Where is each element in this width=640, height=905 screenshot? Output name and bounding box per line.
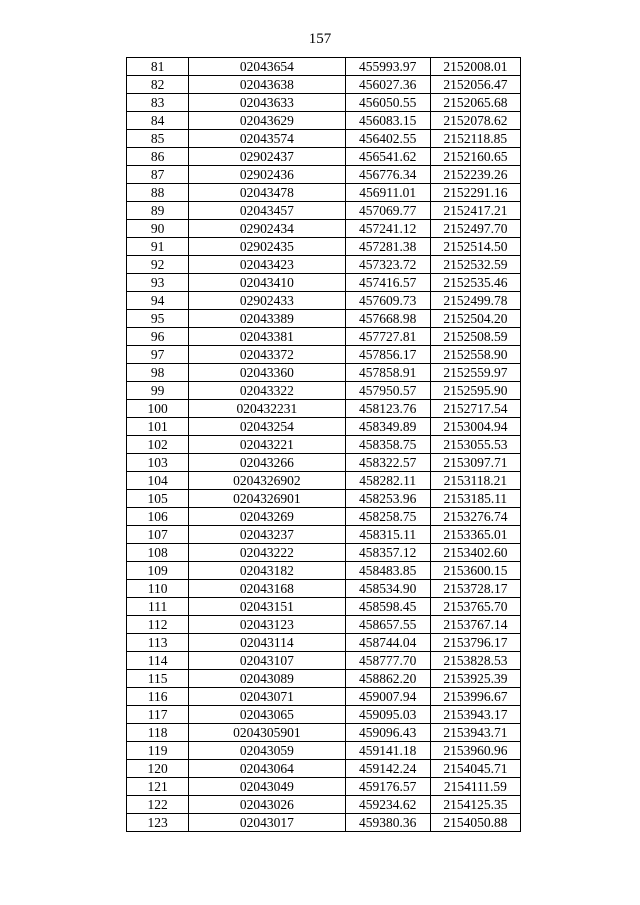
x-coordinate-cell: 456402.55 <box>345 130 430 148</box>
table-row <box>127 472 521 490</box>
x-coordinate-cell: 456083.15 <box>345 112 430 130</box>
point-id-cell: 02043222 <box>189 544 345 562</box>
point-id-cell: 02043478 <box>189 184 345 202</box>
table-row <box>127 130 521 148</box>
y-coordinate-cell: 2152239.26 <box>430 166 520 184</box>
table-row <box>127 76 521 94</box>
table-row <box>127 562 521 580</box>
x-coordinate-cell: 459142.24 <box>345 760 430 778</box>
row-number-cell: 112 <box>127 616 189 634</box>
row-number-cell: 83 <box>127 94 189 112</box>
row-number-cell: 113 <box>127 634 189 652</box>
row-number-cell: 96 <box>127 328 189 346</box>
table-row <box>127 112 521 130</box>
table-row <box>127 166 521 184</box>
y-coordinate-cell: 2152078.62 <box>430 112 520 130</box>
y-coordinate-cell: 2153365.01 <box>430 526 520 544</box>
table-row <box>127 292 521 310</box>
row-number-cell: 100 <box>127 400 189 418</box>
point-id-cell: 02043071 <box>189 688 345 706</box>
row-number-cell: 95 <box>127 310 189 328</box>
x-coordinate-cell: 458315.11 <box>345 526 430 544</box>
point-id-cell: 0204326901 <box>189 490 345 508</box>
table-row <box>127 418 521 436</box>
row-number-cell: 104 <box>127 472 189 490</box>
y-coordinate-cell: 2152499.78 <box>430 292 520 310</box>
point-id-cell: 02043237 <box>189 526 345 544</box>
table-row <box>127 724 521 742</box>
point-id-cell: 02043389 <box>189 310 345 328</box>
point-id-cell: 02043322 <box>189 382 345 400</box>
point-id-cell: 0204326902 <box>189 472 345 490</box>
point-id-cell: 02043114 <box>189 634 345 652</box>
table-row <box>127 526 521 544</box>
y-coordinate-cell: 2153402.60 <box>430 544 520 562</box>
table-row <box>127 670 521 688</box>
table-row <box>127 814 521 832</box>
x-coordinate-cell: 457416.57 <box>345 274 430 292</box>
table-row <box>127 238 521 256</box>
point-id-cell: 02043065 <box>189 706 345 724</box>
table-row <box>127 58 521 76</box>
y-coordinate-cell: 2152514.50 <box>430 238 520 256</box>
x-coordinate-cell: 456541.62 <box>345 148 430 166</box>
table-row <box>127 598 521 616</box>
x-coordinate-cell: 457727.81 <box>345 328 430 346</box>
y-coordinate-cell: 2153943.71 <box>430 724 520 742</box>
y-coordinate-cell: 2152559.97 <box>430 364 520 382</box>
point-id-cell: 02902433 <box>189 292 345 310</box>
y-coordinate-cell: 2152532.59 <box>430 256 520 274</box>
row-number-cell: 84 <box>127 112 189 130</box>
y-coordinate-cell: 2154045.71 <box>430 760 520 778</box>
point-id-cell: 02043269 <box>189 508 345 526</box>
y-coordinate-cell: 2153004.94 <box>430 418 520 436</box>
row-number-cell: 103 <box>127 454 189 472</box>
point-id-cell: 02043266 <box>189 454 345 472</box>
y-coordinate-cell: 2153097.71 <box>430 454 520 472</box>
point-id-cell: 02043372 <box>189 346 345 364</box>
x-coordinate-cell: 455993.97 <box>345 58 430 76</box>
table-row <box>127 220 521 238</box>
x-coordinate-cell: 456776.34 <box>345 166 430 184</box>
x-coordinate-cell: 456050.55 <box>345 94 430 112</box>
point-id-cell: 02902437 <box>189 148 345 166</box>
y-coordinate-cell: 2153055.53 <box>430 436 520 454</box>
y-coordinate-cell: 2153960.96 <box>430 742 520 760</box>
point-id-cell: 02043049 <box>189 778 345 796</box>
x-coordinate-cell: 458322.57 <box>345 454 430 472</box>
row-number-cell: 92 <box>127 256 189 274</box>
table-row <box>127 148 521 166</box>
row-number-cell: 85 <box>127 130 189 148</box>
row-number-cell: 122 <box>127 796 189 814</box>
point-id-cell: 02043381 <box>189 328 345 346</box>
x-coordinate-cell: 459234.62 <box>345 796 430 814</box>
point-id-cell: 02043017 <box>189 814 345 832</box>
y-coordinate-cell: 2154125.35 <box>430 796 520 814</box>
table-row <box>127 742 521 760</box>
row-number-cell: 81 <box>127 58 189 76</box>
point-id-cell: 02043107 <box>189 652 345 670</box>
table-row <box>127 634 521 652</box>
point-id-cell: 02043410 <box>189 274 345 292</box>
x-coordinate-cell: 457856.17 <box>345 346 430 364</box>
y-coordinate-cell: 2152118.85 <box>430 130 520 148</box>
x-coordinate-cell: 457241.12 <box>345 220 430 238</box>
x-coordinate-cell: 456911.01 <box>345 184 430 202</box>
x-coordinate-cell: 458534.90 <box>345 580 430 598</box>
page-number: 157 <box>308 31 332 47</box>
y-coordinate-cell: 2152065.68 <box>430 94 520 112</box>
y-coordinate-cell: 2153765.70 <box>430 598 520 616</box>
row-number-cell: 97 <box>127 346 189 364</box>
row-number-cell: 94 <box>127 292 189 310</box>
x-coordinate-cell: 458598.45 <box>345 598 430 616</box>
x-coordinate-cell: 458358.75 <box>345 436 430 454</box>
table-row <box>127 184 521 202</box>
point-id-cell: 02043574 <box>189 130 345 148</box>
row-number-cell: 123 <box>127 814 189 832</box>
row-number-cell: 91 <box>127 238 189 256</box>
x-coordinate-cell: 458657.55 <box>345 616 430 634</box>
point-id-cell: 02043168 <box>189 580 345 598</box>
table-row <box>127 436 521 454</box>
row-number-cell: 119 <box>127 742 189 760</box>
row-number-cell: 99 <box>127 382 189 400</box>
x-coordinate-cell: 458777.70 <box>345 652 430 670</box>
row-number-cell: 108 <box>127 544 189 562</box>
point-id-cell: 0204305901 <box>189 724 345 742</box>
x-coordinate-cell: 458282.11 <box>345 472 430 490</box>
row-number-cell: 82 <box>127 76 189 94</box>
x-coordinate-cell: 459095.03 <box>345 706 430 724</box>
x-coordinate-cell: 458349.89 <box>345 418 430 436</box>
point-id-cell: 02043360 <box>189 364 345 382</box>
x-coordinate-cell: 457069.77 <box>345 202 430 220</box>
row-number-cell: 101 <box>127 418 189 436</box>
x-coordinate-cell: 457858.91 <box>345 364 430 382</box>
y-coordinate-cell: 2153276.74 <box>430 508 520 526</box>
point-id-cell: 020432231 <box>189 400 345 418</box>
table-row <box>127 256 521 274</box>
row-number-cell: 114 <box>127 652 189 670</box>
table-row <box>127 400 521 418</box>
x-coordinate-cell: 457668.98 <box>345 310 430 328</box>
x-coordinate-cell: 458253.96 <box>345 490 430 508</box>
y-coordinate-cell: 2152291.16 <box>430 184 520 202</box>
y-coordinate-cell: 2153728.17 <box>430 580 520 598</box>
coordinates-table <box>126 57 521 832</box>
table-row <box>127 706 521 724</box>
point-id-cell: 02043654 <box>189 58 345 76</box>
point-id-cell: 02043064 <box>189 760 345 778</box>
y-coordinate-cell: 2152535.46 <box>430 274 520 292</box>
y-coordinate-cell: 2153943.17 <box>430 706 520 724</box>
table-row <box>127 580 521 598</box>
row-number-cell: 111 <box>127 598 189 616</box>
y-coordinate-cell: 2152497.70 <box>430 220 520 238</box>
row-number-cell: 107 <box>127 526 189 544</box>
point-id-cell: 02902434 <box>189 220 345 238</box>
point-id-cell: 02043026 <box>189 796 345 814</box>
table-body <box>127 58 521 832</box>
table-row <box>127 760 521 778</box>
row-number-cell: 87 <box>127 166 189 184</box>
row-number-cell: 88 <box>127 184 189 202</box>
x-coordinate-cell: 459176.57 <box>345 778 430 796</box>
y-coordinate-cell: 2152558.90 <box>430 346 520 364</box>
point-id-cell: 02043457 <box>189 202 345 220</box>
y-coordinate-cell: 2153996.67 <box>430 688 520 706</box>
y-coordinate-cell: 2154050.88 <box>430 814 520 832</box>
point-id-cell: 02043638 <box>189 76 345 94</box>
y-coordinate-cell: 2154111.59 <box>430 778 520 796</box>
x-coordinate-cell: 458258.75 <box>345 508 430 526</box>
row-number-cell: 110 <box>127 580 189 598</box>
row-number-cell: 118 <box>127 724 189 742</box>
table-row <box>127 364 521 382</box>
row-number-cell: 106 <box>127 508 189 526</box>
row-number-cell: 98 <box>127 364 189 382</box>
row-number-cell: 121 <box>127 778 189 796</box>
x-coordinate-cell: 456027.36 <box>345 76 430 94</box>
x-coordinate-cell: 459380.36 <box>345 814 430 832</box>
x-coordinate-cell: 457950.57 <box>345 382 430 400</box>
table-row <box>127 346 521 364</box>
table-row <box>127 454 521 472</box>
table-row <box>127 310 521 328</box>
x-coordinate-cell: 459141.18 <box>345 742 430 760</box>
row-number-cell: 102 <box>127 436 189 454</box>
point-id-cell: 02043059 <box>189 742 345 760</box>
x-coordinate-cell: 458744.04 <box>345 634 430 652</box>
y-coordinate-cell: 2152008.01 <box>430 58 520 76</box>
point-id-cell: 02043182 <box>189 562 345 580</box>
row-number-cell: 89 <box>127 202 189 220</box>
x-coordinate-cell: 459096.43 <box>345 724 430 742</box>
y-coordinate-cell: 2152160.65 <box>430 148 520 166</box>
point-id-cell: 02043123 <box>189 616 345 634</box>
point-id-cell: 02043221 <box>189 436 345 454</box>
point-id-cell: 02902435 <box>189 238 345 256</box>
y-coordinate-cell: 2153185.11 <box>430 490 520 508</box>
table-row <box>127 544 521 562</box>
table-row <box>127 274 521 292</box>
table-row <box>127 328 521 346</box>
row-number-cell: 90 <box>127 220 189 238</box>
point-id-cell: 02043254 <box>189 418 345 436</box>
y-coordinate-cell: 2153925.39 <box>430 670 520 688</box>
table-row <box>127 652 521 670</box>
table-row <box>127 490 521 508</box>
point-id-cell: 02043151 <box>189 598 345 616</box>
y-coordinate-cell: 2152717.54 <box>430 400 520 418</box>
y-coordinate-cell: 2152417.21 <box>430 202 520 220</box>
table-row <box>127 688 521 706</box>
y-coordinate-cell: 2153600.15 <box>430 562 520 580</box>
table-row <box>127 796 521 814</box>
table-row <box>127 616 521 634</box>
row-number-cell: 116 <box>127 688 189 706</box>
y-coordinate-cell: 2152595.90 <box>430 382 520 400</box>
row-number-cell: 117 <box>127 706 189 724</box>
point-id-cell: 02043423 <box>189 256 345 274</box>
y-coordinate-cell: 2152508.59 <box>430 328 520 346</box>
table-row <box>127 382 521 400</box>
y-coordinate-cell: 2153828.53 <box>430 652 520 670</box>
row-number-cell: 105 <box>127 490 189 508</box>
y-coordinate-cell: 2152056.47 <box>430 76 520 94</box>
y-coordinate-cell: 2152504.20 <box>430 310 520 328</box>
x-coordinate-cell: 457281.38 <box>345 238 430 256</box>
row-number-cell: 86 <box>127 148 189 166</box>
y-coordinate-cell: 2153767.14 <box>430 616 520 634</box>
x-coordinate-cell: 458862.20 <box>345 670 430 688</box>
row-number-cell: 120 <box>127 760 189 778</box>
point-id-cell: 02043089 <box>189 670 345 688</box>
y-coordinate-cell: 2153796.17 <box>430 634 520 652</box>
row-number-cell: 93 <box>127 274 189 292</box>
x-coordinate-cell: 458483.85 <box>345 562 430 580</box>
table-row <box>127 508 521 526</box>
y-coordinate-cell: 2153118.21 <box>430 472 520 490</box>
table-row <box>127 202 521 220</box>
x-coordinate-cell: 457323.72 <box>345 256 430 274</box>
row-number-cell: 109 <box>127 562 189 580</box>
x-coordinate-cell: 458357.12 <box>345 544 430 562</box>
point-id-cell: 02043629 <box>189 112 345 130</box>
x-coordinate-cell: 459007.94 <box>345 688 430 706</box>
point-id-cell: 02902436 <box>189 166 345 184</box>
x-coordinate-cell: 458123.76 <box>345 400 430 418</box>
table-row <box>127 94 521 112</box>
point-id-cell: 02043633 <box>189 94 345 112</box>
row-number-cell: 115 <box>127 670 189 688</box>
table-row <box>127 778 521 796</box>
x-coordinate-cell: 457609.73 <box>345 292 430 310</box>
